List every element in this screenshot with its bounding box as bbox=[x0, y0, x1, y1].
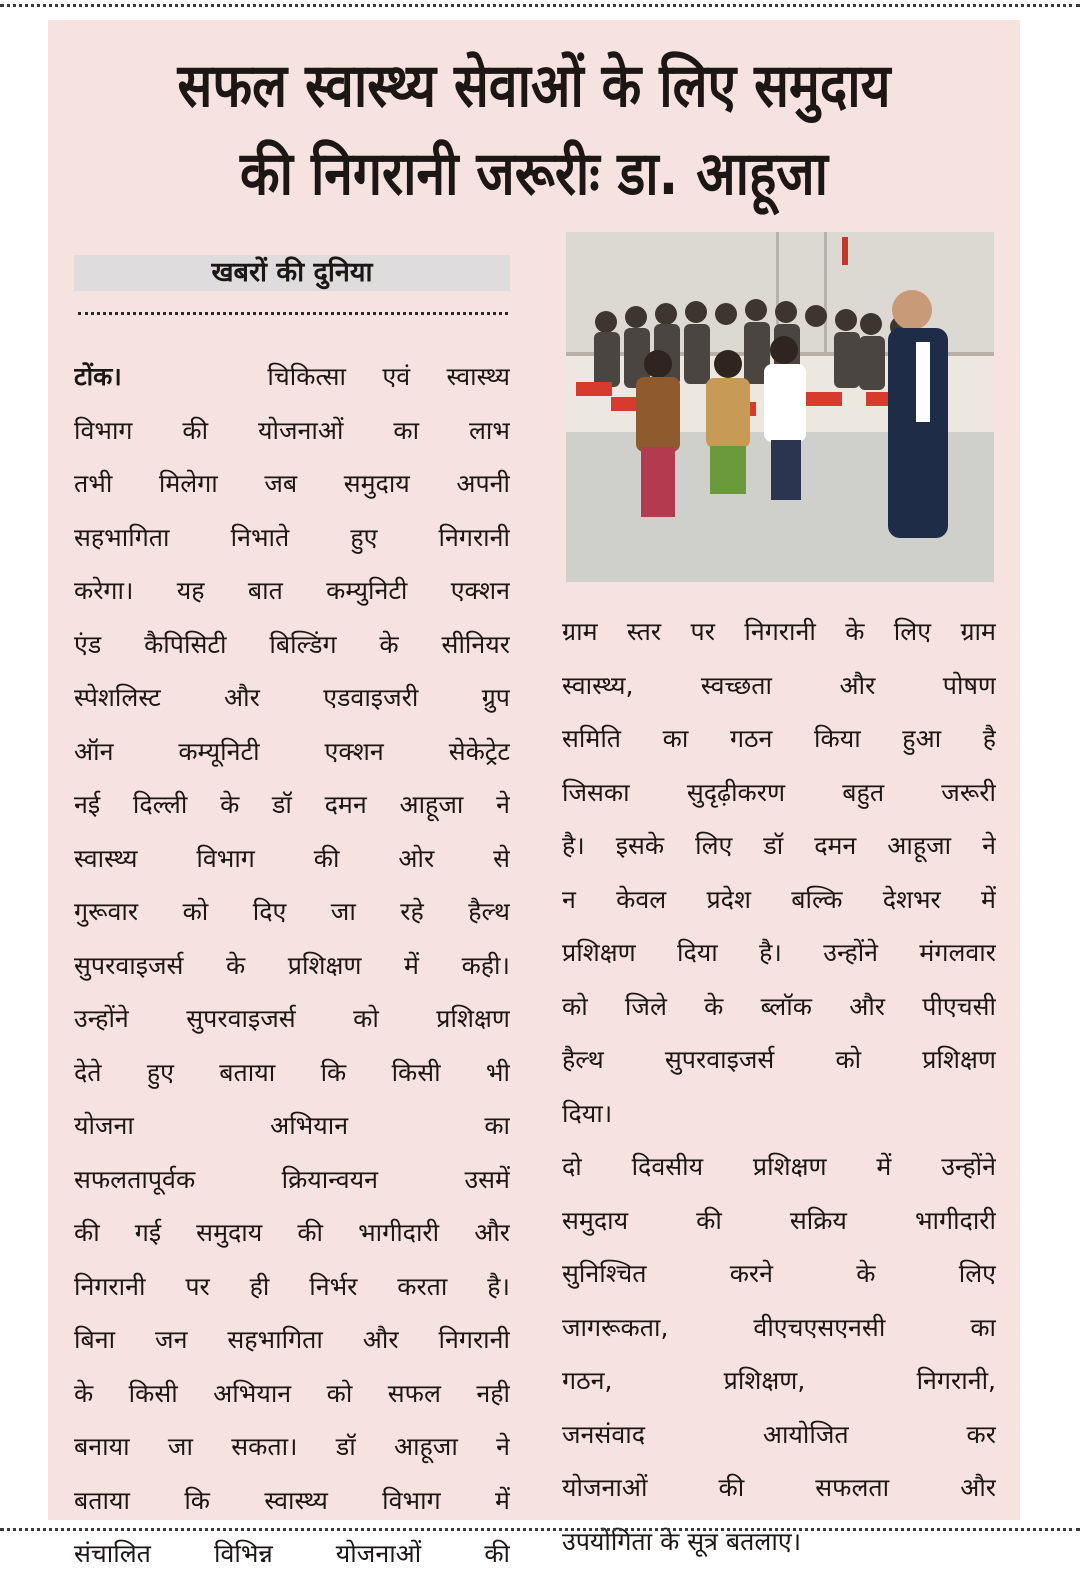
article-line: बनाया जा सकता। डॉ आहूजा ने bbox=[74, 1432, 510, 1461]
article-line: एंड कैपिसिटी बिल्डिंग के सीनियर bbox=[74, 629, 510, 659]
article-line: के किसी अभियान को सफल नही bbox=[74, 1378, 510, 1408]
article-line: योजनाओं की सफलता और bbox=[562, 1473, 996, 1502]
top-dotted-border bbox=[0, 4, 1080, 7]
article-line: बताया कि स्वास्थ्य विभाग में bbox=[74, 1485, 510, 1515]
article-line: प्रशिक्षण दिया है। उन्होंने मंगलवार bbox=[562, 938, 996, 967]
left-column bbox=[74, 350, 510, 1581]
article-line: नई दिल्ली के डॉ दमन आहूजा ने bbox=[74, 790, 510, 819]
photo-illustration bbox=[566, 232, 994, 582]
dotted-divider bbox=[78, 312, 508, 315]
dateline: टोंक। bbox=[74, 362, 122, 391]
article-line: संचालित विभिन्न योजनाओं की bbox=[74, 1539, 510, 1568]
article-line: स्वास्थ्य विभाग की ओर से bbox=[74, 843, 510, 873]
article-line: योजना अभियान का bbox=[74, 1111, 510, 1140]
article-line: विभाग की योजनाओं का लाभ bbox=[74, 415, 510, 445]
training-session-photo bbox=[566, 232, 994, 582]
article-line: दिया। bbox=[562, 1098, 613, 1128]
article-line: उन्होंने सुपरवाइजर्स को प्रशिक्षण bbox=[74, 1004, 510, 1033]
article-line: गठन, प्रशिक्षण, निगरानी, bbox=[562, 1366, 996, 1395]
article-line: है। इसके लिए डॉ दमन आहूजा ने bbox=[562, 831, 996, 860]
article-line: न केवल प्रदेश बल्कि देशभर में bbox=[562, 884, 996, 914]
headline-line-1: सफल स्वास्थ्य सेवाओं के लिए समुदाय bbox=[177, 51, 891, 121]
right-column bbox=[562, 605, 996, 1568]
article-line: बिना जन सहभागिता और निगरानी bbox=[74, 1325, 510, 1354]
headline-line-2: की निगरानी जरूरीः डा. आहूजा bbox=[239, 139, 828, 209]
article-line: गुरूवार को दिए जा रहे हैल्थ bbox=[74, 897, 510, 926]
article-line: सहभागिता निभाते हुए निगरानी bbox=[74, 522, 510, 552]
section-tag: खबरों की दुनिया bbox=[74, 255, 510, 291]
article-line: उपयोगिता के सूत्र बतलाए। bbox=[562, 1526, 802, 1556]
article-line: की गई समुदाय की भागीदारी और bbox=[74, 1218, 510, 1247]
article-line bbox=[74, 350, 510, 404]
article-line: स्वास्थ्य, स्वच्छता और पोषण bbox=[562, 670, 996, 700]
article-line: जागरूकता, वीएचएसएनसी का bbox=[562, 1312, 996, 1342]
article-line: तभी मिलेगा जब समुदाय अपनी bbox=[74, 469, 510, 498]
article-line: हैल्थ सुपरवाइजर्स को प्रशिक्षण bbox=[562, 1045, 996, 1074]
article-line: सुपरवाइजर्स के प्रशिक्षण में कही। bbox=[74, 950, 510, 980]
article-line: जिसका सुदृढ़ीकरण बहुत जरूरी bbox=[562, 777, 996, 807]
article-line: ग्राम स्तर पर निगरानी के लिए ग्राम bbox=[562, 617, 996, 646]
article-line: निगरानी पर ही निर्भर करता है। bbox=[74, 1271, 510, 1301]
article-line: स्पेशलिस्ट और एडवाइजरी ग्रुप bbox=[74, 683, 510, 712]
article-line: समिति का गठन किया हुआ है bbox=[562, 724, 996, 753]
article-line: समुदाय की सक्रिय भागीदारी bbox=[562, 1205, 996, 1235]
article-line: को जिले के ब्लॉक और पीएचसी bbox=[562, 991, 996, 1021]
article-line: करेगा। यह बात कम्युनिटी एक्शन bbox=[74, 576, 510, 605]
bottom-dotted-border bbox=[0, 1528, 1080, 1531]
article-line: सफलतापूर्वक क्रियान्वयन उसमें bbox=[74, 1164, 510, 1194]
headline bbox=[126, 42, 941, 218]
article-line: जनसंवाद आयोजित कर bbox=[562, 1419, 996, 1449]
article-line: दो दिवसीय प्रशिक्षण में उन्होंने bbox=[562, 1152, 996, 1181]
article-line: ऑन कम्यूनिटी एक्शन सेकेट्रेट bbox=[74, 736, 510, 766]
article-text: चिकित्सा एवं स्वास्थ्य bbox=[267, 362, 510, 391]
article-line: सुनिश्चित करने के लिए bbox=[562, 1259, 996, 1288]
article-line: देते हुए बताया कि किसी भी bbox=[74, 1057, 510, 1087]
